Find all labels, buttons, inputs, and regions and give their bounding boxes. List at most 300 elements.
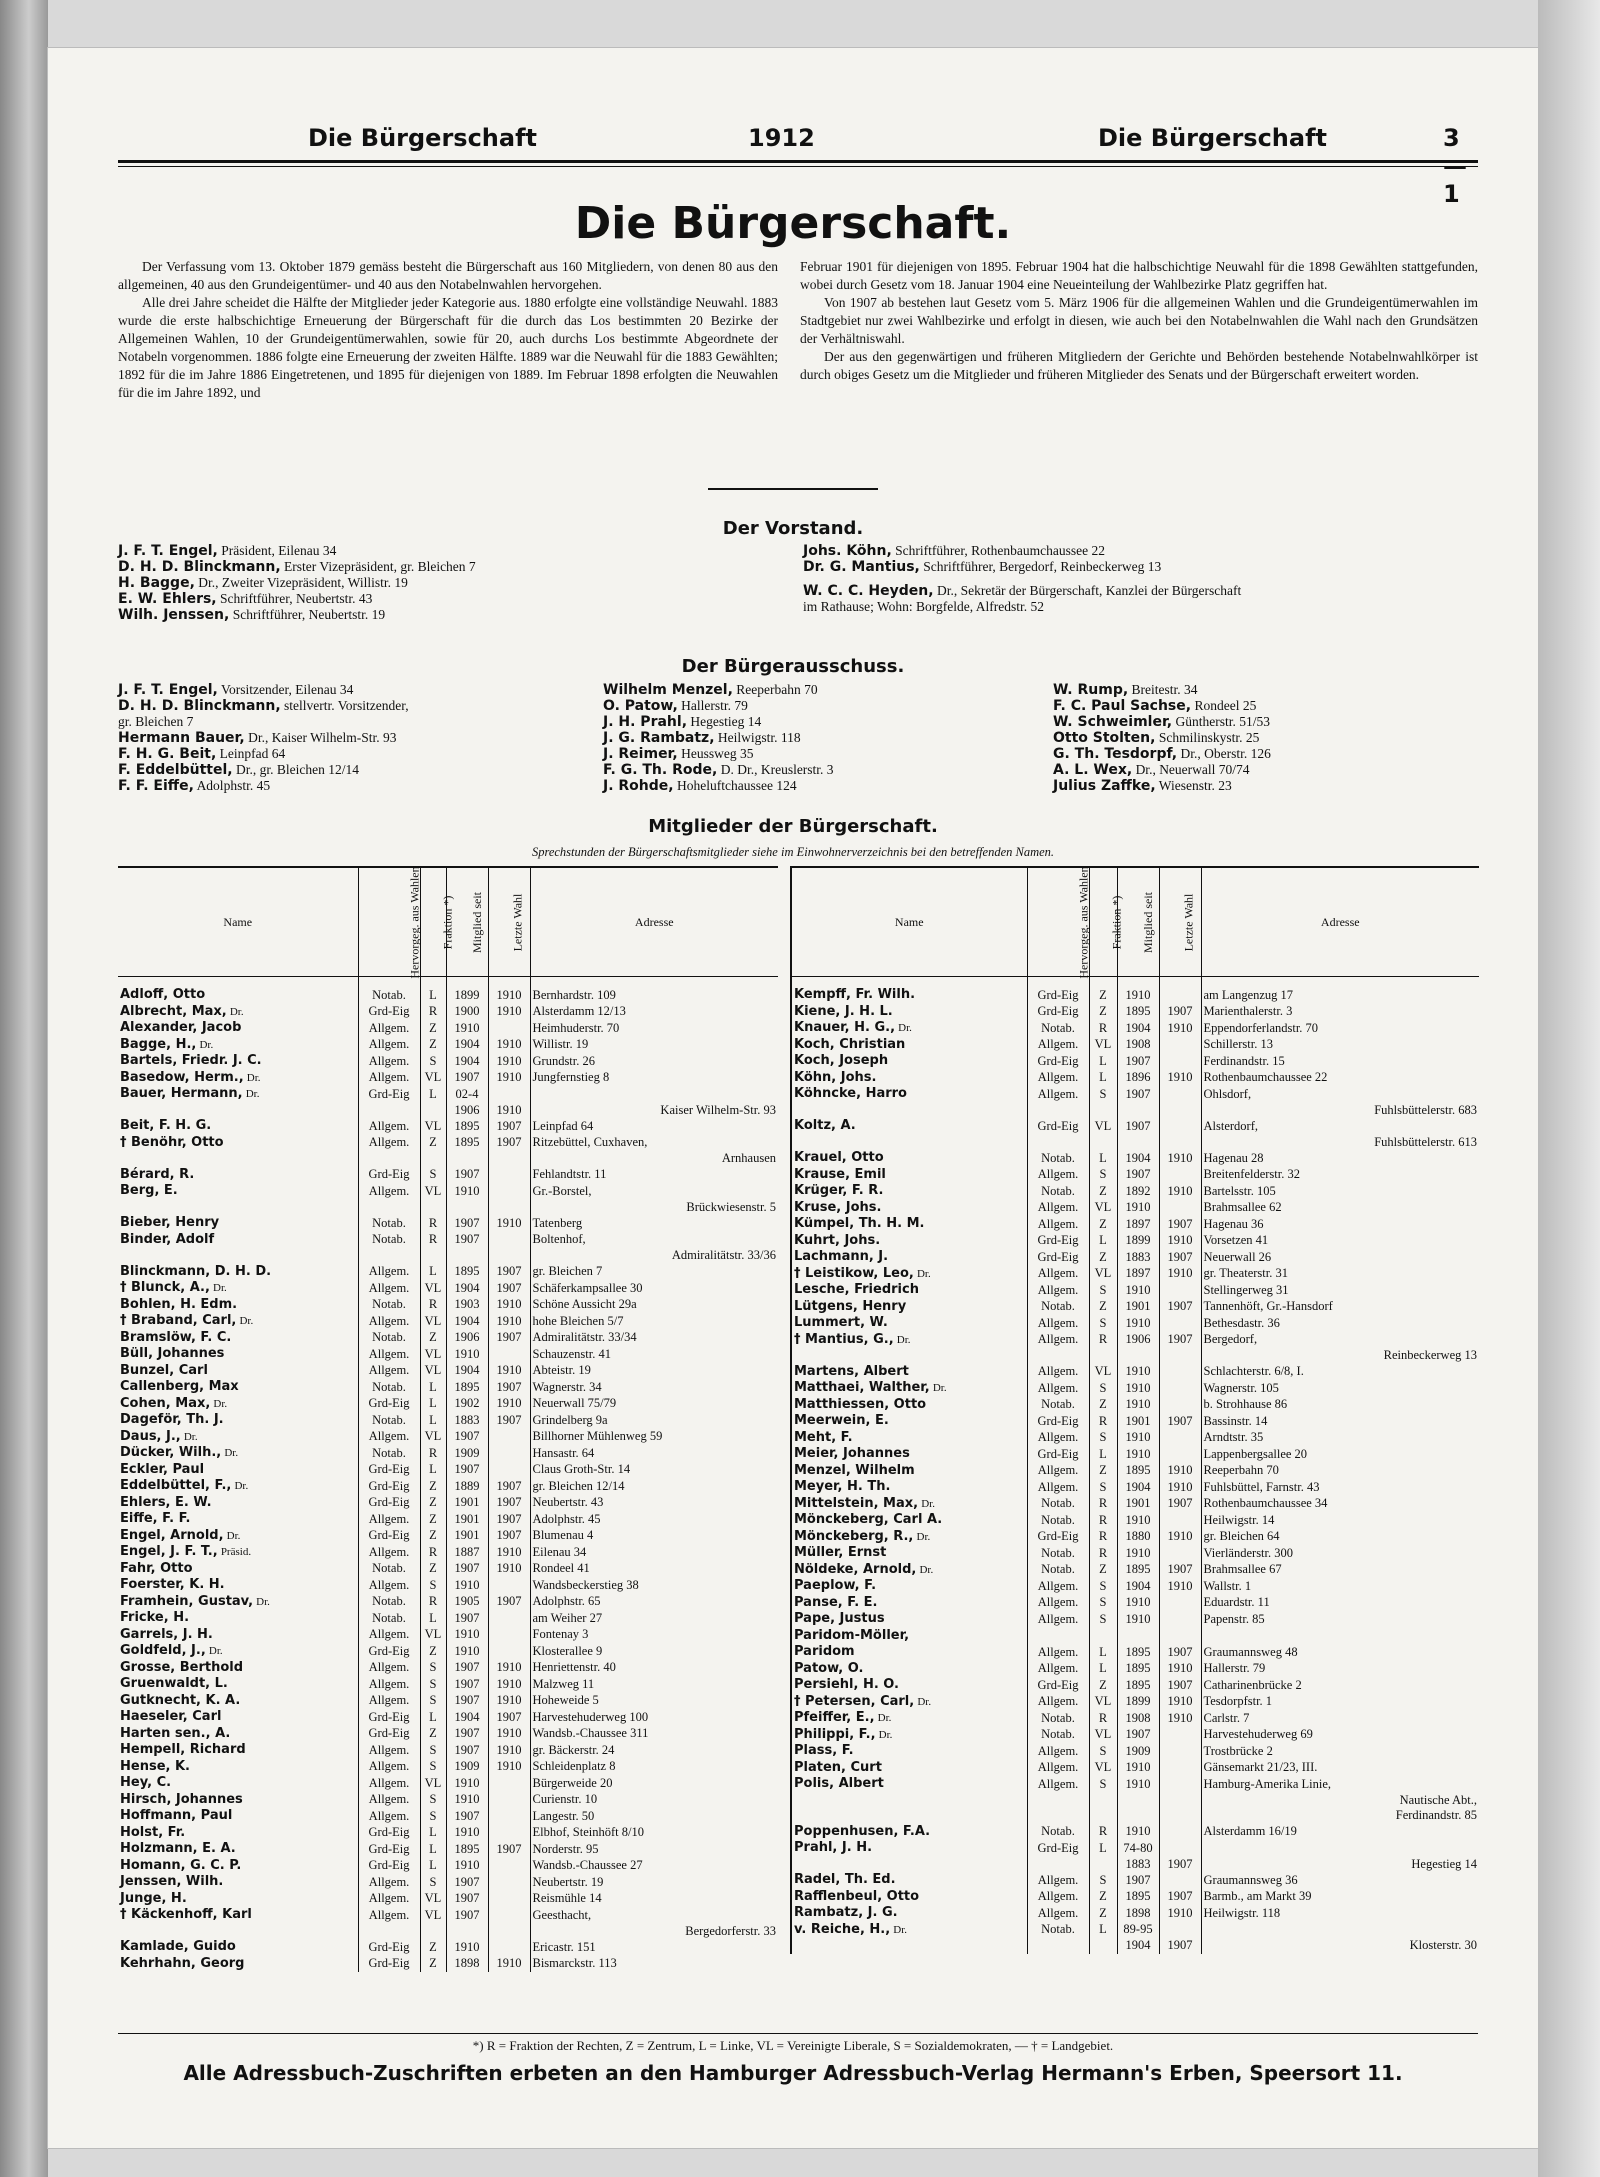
table-row: [791, 1233, 1479, 1250]
member-wahl: Allgem.: [1027, 1463, 1089, 1480]
member-fraktion: Z: [1089, 1397, 1117, 1414]
footnote: *) R = Fraktion der Rechten, Z = Zentrum, L = Linke, VL = Vereinigte Liberale, S = Sozialdemokraten, — † = Landgebiet.: [472, 2038, 1114, 2053]
member-seit: 1910: [1117, 1611, 1159, 1628]
table-row: [791, 1397, 1479, 1414]
member-wahl: Allgem.: [358, 1118, 420, 1135]
member-name: [118, 1594, 358, 1611]
member-fraktion: S: [420, 1874, 446, 1891]
member-letzte-wahl: 1907: [488, 1379, 530, 1396]
member-surname: † Leistikow, Leo,: [794, 1265, 914, 1281]
member-letzte-wahl: 1907: [1159, 1562, 1201, 1579]
member-surname: Büll, Johannes: [120, 1346, 225, 1361]
member-name: [118, 1264, 358, 1281]
member-fraktion: Z: [1089, 1216, 1117, 1233]
member-surname: Koch, Christian: [794, 1036, 906, 1052]
member-adresse: gr. Bleichen 64: [1201, 1529, 1479, 1546]
member-fraktion: R: [420, 1215, 446, 1232]
member-name: [118, 1528, 358, 1545]
member-name: [791, 1135, 1027, 1151]
member-letzte-wahl: 1910: [1159, 1150, 1201, 1167]
member-wahl: Allgem.: [1027, 1644, 1089, 1661]
member-wahl: Notab.: [1027, 1020, 1089, 1037]
member-fraktion: S: [420, 1742, 446, 1759]
publisher-notice: Alle Adressbuch-Zuschriften erbeten an den Hamburger Adressbuch-Verlag Hermann's Erben, Speersort 11.: [183, 2061, 1403, 2085]
member-adresse: Heilwigstr. 118: [1201, 1905, 1479, 1922]
member-seit: 1907: [1117, 1053, 1159, 1070]
table-row: [118, 1297, 778, 1314]
member-seit: 1895: [1117, 1644, 1159, 1661]
member-seit: 1901: [446, 1511, 488, 1528]
member-name: [791, 1808, 1027, 1824]
member-fraktion: S: [1089, 1743, 1117, 1760]
member-letzte-wahl: [1159, 1628, 1201, 1645]
member-fraktion: R: [1089, 1824, 1117, 1841]
member-seit: 1895: [1117, 1677, 1159, 1694]
member-letzte-wahl: [488, 1020, 530, 1037]
member-surname: Bartels, Friedr. J. C.: [120, 1053, 262, 1068]
member-surname: Kümpel, Th. H. M.: [794, 1216, 925, 1231]
member-name: [118, 1939, 358, 1956]
member-seit: 1910: [446, 1775, 488, 1792]
col-header-wahlen: Hervorgeg. aus Wahlen: [358, 867, 420, 977]
member-wahl: Allgem.: [1027, 1595, 1089, 1612]
ausschuss-col-1: [118, 682, 409, 794]
table-row: [791, 1760, 1479, 1777]
member-surname: Knauer, H. G.,: [794, 1020, 896, 1035]
member-title: Dr.: [245, 1088, 260, 1100]
entry: [118, 591, 476, 607]
member-name: [118, 1511, 358, 1528]
member-fraktion: S: [420, 1808, 446, 1825]
member-fraktion: Z: [420, 1939, 446, 1956]
member-wahl: Grd-Eig: [358, 1956, 420, 1973]
member-seit: [1117, 1628, 1159, 1645]
member-letzte-wahl: 1910: [488, 1742, 530, 1759]
header-rule: [118, 160, 1478, 163]
member-title: Dr.: [896, 1333, 911, 1346]
member-wahl: Allgem.: [358, 1775, 420, 1792]
member-letzte-wahl: [1159, 1793, 1201, 1809]
member-fraktion: Z: [420, 1561, 446, 1578]
member-name: [791, 1364, 1027, 1381]
member-name: [118, 1495, 358, 1512]
member-wahl: Allgem.: [358, 1544, 420, 1561]
table-row: [118, 1792, 778, 1809]
table-row: [118, 1232, 778, 1249]
member-fraktion: Z: [420, 1135, 446, 1152]
member-fraktion: Z: [1089, 1249, 1117, 1266]
member-fraktion: L: [1089, 1446, 1117, 1463]
member-wahl: Allgem.: [1027, 1479, 1089, 1496]
member-wahl: Grd-Eig: [358, 1478, 420, 1495]
table-row: [791, 1315, 1479, 1332]
member-seit: 1904: [446, 1280, 488, 1297]
member-name: [118, 1577, 358, 1594]
member-surname: Prahl, J. H.: [794, 1840, 873, 1855]
member-surname: Blinckmann, D. H. D.: [120, 1263, 272, 1279]
member-letzte-wahl: 1910: [488, 1297, 530, 1314]
member-name: [118, 1004, 358, 1021]
member-wahl: Grd-Eig: [358, 1825, 420, 1842]
member-name: [791, 1562, 1027, 1579]
member-surname: Mönckeberg, Carl A.: [794, 1512, 943, 1527]
table-row: [118, 1874, 778, 1891]
member-name: [791, 1840, 1027, 1857]
member-seit: 1889: [446, 1478, 488, 1495]
member-wahl: Notab.: [1027, 1727, 1089, 1744]
member-name: [118, 1183, 358, 1200]
member-seit: 1901: [1117, 1413, 1159, 1430]
member-seit: 1901: [446, 1528, 488, 1545]
member-adresse: Grindelberg 9a: [530, 1412, 778, 1429]
table-row: [791, 1727, 1479, 1744]
member-name: [118, 1429, 358, 1446]
member-seit: 1907: [1117, 1118, 1159, 1135]
member-seit: 1904: [1117, 1578, 1159, 1595]
member-surname: Poppenhusen, F.A.: [794, 1823, 931, 1839]
entry-name: J. G. Rambatz,: [603, 730, 715, 746]
member-name: [118, 1363, 358, 1380]
member-adresse: Curienstr. 10: [530, 1792, 778, 1809]
page-edge: [1538, 0, 1600, 2177]
member-letzte-wahl: 1907: [1159, 1677, 1201, 1694]
member-adresse: Ritzebüttel, Cuxhaven,: [530, 1135, 778, 1152]
member-adresse: Wandsb.-Chaussee 27: [530, 1858, 778, 1875]
member-letzte-wahl: 1910: [1159, 1020, 1201, 1037]
intro-paragraph: Der aus den gegenwärtigen und früheren Mitgliedern der Gerichte und Behörden bestehende Notabelnwahlkörper ist durch obiges Gesetz um die Mitglieder und früheren Mitglieder des Senats und der Bürgerschaft erweitert worden.: [800, 349, 1478, 382]
member-fraktion: S: [1089, 1611, 1117, 1628]
intro-paragraph: Der Verfassung vom 13. Oktober 1879 gemäss besteht die Bürgerschaft aus 160 Mitgliedern, von denen 80 aus den allgemeinen, 40 aus den Grundeigentümer- und 40 aus den Notabelnwahlen hervorgehen.: [118, 259, 778, 292]
table-row: [118, 1412, 778, 1429]
member-surname: Lummert, W.: [794, 1315, 888, 1330]
member-surname: Pape, Justus: [794, 1611, 885, 1626]
entry: [118, 746, 409, 762]
table-row: [118, 1841, 778, 1858]
member-adresse: Tatenberg: [530, 1215, 778, 1232]
entry-info: Rondeel 25: [1194, 698, 1257, 713]
member-wahl: Allgem.: [1027, 1694, 1089, 1711]
member-seit: 1900: [446, 1004, 488, 1021]
member-wahl: Allgem.: [358, 1792, 420, 1809]
member-letzte-wahl: 1907: [1159, 1857, 1201, 1873]
table-row: [791, 1086, 1479, 1103]
ausschuss-col-3: [1053, 682, 1271, 794]
member-name: [791, 1628, 1027, 1645]
member-adresse: Fehlandtstr. 11: [530, 1167, 778, 1184]
table-row: [791, 1332, 1479, 1349]
entry-name: J. H. Prahl,: [603, 714, 688, 730]
table-row: [118, 1248, 778, 1264]
member-surname: Bérard, R.: [120, 1166, 195, 1182]
entry-info: Güntherstr. 51/53: [1175, 714, 1270, 729]
table-row: [118, 1891, 778, 1908]
member-name: [791, 1529, 1027, 1546]
member-letzte-wahl: [488, 1808, 530, 1825]
member-seit: 1906: [446, 1330, 488, 1347]
member-surname: Koch, Joseph: [794, 1053, 889, 1068]
table-row: [791, 1562, 1479, 1579]
table-row: [791, 1348, 1479, 1364]
table-row: [791, 1840, 1479, 1857]
member-letzte-wahl: 1910: [1159, 1070, 1201, 1087]
entry-info: Dr., Neuerwall 70/74: [1135, 762, 1250, 777]
member-adresse: Fuhlsbüttelerstr. 613: [1201, 1135, 1479, 1151]
entry-name: G. Th. Tesdorpf,: [1053, 746, 1178, 762]
member-adresse: Schöne Aussicht 29a: [530, 1297, 778, 1314]
member-letzte-wahl: 1910: [488, 1396, 530, 1413]
entry-name: F. Eddelbüttel,: [118, 762, 233, 778]
entry: [1053, 762, 1271, 778]
member-fraktion: [420, 1248, 446, 1264]
member-letzte-wahl: [488, 1792, 530, 1809]
member-surname: Hempell, Richard: [120, 1742, 246, 1757]
member-surname: Engel, J. F. T.,: [120, 1544, 218, 1559]
header-year: 1912: [748, 124, 815, 152]
member-name: [791, 1167, 1027, 1184]
member-fraktion: L: [420, 1462, 446, 1479]
member-seit: 1907: [1117, 1872, 1159, 1889]
entry-info: Dr., gr. Bleichen 12/14: [235, 762, 359, 777]
member-adresse: [1201, 1922, 1479, 1939]
member-adresse: Graumannsweg 36: [1201, 1872, 1479, 1889]
divider: [708, 488, 878, 490]
entry: [1053, 682, 1271, 698]
member-surname: † Benöhr, Otto: [120, 1134, 224, 1150]
member-surname: Plass, F.: [794, 1743, 854, 1758]
member-wahl: [358, 1200, 420, 1216]
member-fraktion: VL: [1089, 1200, 1117, 1217]
member-letzte-wahl: 1910: [1159, 1661, 1201, 1678]
entry: [118, 698, 409, 714]
member-wahl: Grd-Eig: [358, 1462, 420, 1479]
member-fraktion: VL: [420, 1775, 446, 1792]
member-wahl: Notab.: [358, 1297, 420, 1314]
member-letzte-wahl: 1907: [488, 1135, 530, 1152]
member-surname: Goldfeld, J.,: [120, 1643, 206, 1658]
entry-name: W. Schweimler,: [1053, 714, 1173, 730]
member-wahl: Allgem.: [358, 1346, 420, 1363]
member-fraktion: S: [1089, 1595, 1117, 1612]
member-name: [118, 1412, 358, 1429]
member-name: [791, 1348, 1027, 1364]
entry: [803, 575, 1241, 583]
member-seit: 1910: [1117, 1200, 1159, 1217]
member-surname: Philippi, F.,: [794, 1726, 876, 1742]
member-fraktion: [420, 1151, 446, 1167]
member-fraktion: [1089, 1793, 1117, 1809]
member-name: [118, 1232, 358, 1249]
table-row: [791, 1364, 1479, 1381]
member-title: Dr.: [898, 1022, 912, 1034]
member-wahl: Allgem.: [1027, 1430, 1089, 1447]
member-surname: Holst, Fr.: [120, 1824, 186, 1840]
member-adresse: Abteistr. 19: [530, 1363, 778, 1380]
member-adresse: Hansastr. 64: [530, 1445, 778, 1462]
table-row: [791, 1578, 1479, 1595]
member-surname: Kuhrt, Johs.: [794, 1232, 881, 1248]
member-surname: Hoffmann, Paul: [120, 1808, 233, 1823]
member-letzte-wahl: 1910: [1159, 1694, 1201, 1711]
member-wahl: Grd-Eig: [358, 1939, 420, 1956]
member-seit: 1904: [1117, 1938, 1159, 1954]
entry: [118, 762, 409, 778]
table-row: [118, 1478, 778, 1495]
col-header-fraktion: Fraktion *): [420, 867, 446, 977]
member-wahl: Allgem.: [1027, 1760, 1089, 1777]
member-name: [118, 1808, 358, 1825]
member-wahl: Grd-Eig: [358, 1167, 420, 1184]
member-seit: 1910: [1117, 1430, 1159, 1447]
member-adresse: Elbhof, Steinhöft 8/10: [530, 1825, 778, 1842]
member-fraktion: VL: [1089, 1760, 1117, 1777]
member-title: Dr.: [213, 1397, 228, 1410]
member-name: [791, 1496, 1027, 1513]
member-name: [118, 1478, 358, 1495]
member-wahl: Allgem.: [358, 1874, 420, 1891]
member-letzte-wahl: [488, 1610, 530, 1627]
member-wahl: Grd-Eig: [1027, 1840, 1089, 1857]
member-name: [791, 1332, 1027, 1349]
member-name: [791, 1070, 1027, 1087]
member-adresse: Brahmsallee 62: [1201, 1200, 1479, 1217]
member-surname: Holzmann, E. A.: [120, 1841, 236, 1856]
member-adresse: b. Strohhause 86: [1201, 1397, 1479, 1414]
member-seit: 1907: [446, 1907, 488, 1924]
entry-name: W. Rump,: [1053, 682, 1129, 698]
member-title: Dr.: [877, 1712, 892, 1724]
member-fraktion: L: [420, 1396, 446, 1413]
table-row: [791, 1661, 1479, 1678]
member-name: [118, 1759, 358, 1776]
member-adresse: Vorsetzen 41: [1201, 1233, 1479, 1250]
member-surname: Nöldeke, Arnold,: [794, 1561, 917, 1577]
member-adresse: Schleidenplatz 8: [530, 1759, 778, 1776]
table-row: [791, 1266, 1479, 1283]
member-surname: Martens, Albert: [794, 1363, 909, 1379]
member-wahl: Allgem.: [358, 1135, 420, 1152]
member-adresse: Gänsemarkt 21/23, III.: [1201, 1760, 1479, 1777]
member-seit: 1909: [446, 1445, 488, 1462]
member-wahl: Notab.: [358, 1215, 420, 1232]
member-surname: Köhn, Johs.: [794, 1069, 877, 1085]
member-seit: 1907: [1117, 1086, 1159, 1103]
member-fraktion: S: [1089, 1776, 1117, 1793]
member-wahl: Grd-Eig: [1027, 1053, 1089, 1070]
member-seit: 1901: [446, 1495, 488, 1512]
member-adresse: Bernhardstr. 109: [530, 977, 778, 1004]
member-adresse: Alsterdorf,: [1201, 1118, 1479, 1135]
member-wahl: Allgem.: [1027, 1905, 1089, 1922]
member-name: [118, 1330, 358, 1347]
member-letzte-wahl: [488, 1183, 530, 1200]
member-adresse: gr. Theaterstr. 31: [1201, 1266, 1479, 1283]
member-seit: 1907: [446, 1070, 488, 1087]
entry-name: Johs. Köhn,: [803, 543, 892, 559]
table-row: [118, 1858, 778, 1875]
member-seit: 1909: [446, 1759, 488, 1776]
table-row: [791, 1413, 1479, 1430]
member-wahl: Grd-Eig: [358, 1709, 420, 1726]
member-fraktion: L: [420, 977, 446, 1004]
entry-info: Adolphstr. 45: [196, 778, 271, 793]
member-adresse: Vierländerstr. 300: [1201, 1545, 1479, 1562]
member-letzte-wahl: 1907: [1159, 1299, 1201, 1316]
member-fraktion: Z: [1089, 1562, 1117, 1579]
member-fraktion: VL: [420, 1363, 446, 1380]
member-letzte-wahl: [1159, 1118, 1201, 1135]
entry: [118, 559, 476, 575]
entry: [118, 575, 476, 591]
member-name: [791, 1020, 1027, 1037]
member-surname: Rafflenbeul, Otto: [794, 1888, 920, 1904]
member-seit: [1117, 1103, 1159, 1119]
member-letzte-wahl: [1159, 1135, 1201, 1151]
member-fraktion: R: [1089, 1529, 1117, 1546]
member-wahl: Notab.: [1027, 1183, 1089, 1200]
intro-paragraph: Alle drei Jahre scheidet die Hälfte der Mitglieder jeder Kategorie aus. 1880 erfolgte eine vollständige Neuwahl. 1883 wurde die erste halbschichtige Erneuerung der Bürgerschaft für die durch das Los bestimmten 20 Bezirke der Allgemeinen Wahlen, 10 der Grundeigentümerwahlen, sowie für 20, auch durchs Los bestimmte Abgeordnete der Notabeln vorgenommen. 1886 folgte eine Erneuerung der zweiten Hälfte. 1889 war die Neuwahl für die 1883 Gewählten; 1892 für die im Jahre 1886 Eingetretenen, und 1895 für diejenigen von 1889. Im Februar 1898 erfolgten die Neuwahlen für die im Jahre 1892, und: [118, 295, 778, 400]
member-adresse: Ferdinandstr. 15: [1201, 1053, 1479, 1070]
entry-info: Dr., Sekretär der Bürgerschaft, Kanzlei der Bürgerschaft: [936, 583, 1242, 598]
table-row: [791, 1938, 1479, 1954]
member-letzte-wahl: 1907: [1159, 1413, 1201, 1430]
intro-paragraph: Februar 1901 für diejenigen von 1895. Februar 1904 hat die halbschichtige Neuwahl für die 1898 Gewählten stattgefunden, wobei durch Gesetz vom 18. Januar 1904 eine Neueinteilung der Wahlbezirke Platz gegriffen hat.: [800, 259, 1478, 292]
member-seit: 1895: [446, 1379, 488, 1396]
member-letzte-wahl: 1907: [488, 1511, 530, 1528]
member-letzte-wahl: [1159, 1086, 1201, 1103]
member-surname: Paridom: [794, 1644, 855, 1659]
member-fraktion: L: [420, 1841, 446, 1858]
member-name: [791, 1446, 1027, 1463]
member-adresse: [1201, 1628, 1479, 1645]
member-name: [118, 1544, 358, 1561]
member-name: [118, 1726, 358, 1743]
member-letzte-wahl: [488, 1445, 530, 1462]
member-letzte-wahl: [488, 1643, 530, 1660]
member-seit: 1898: [446, 1956, 488, 1973]
member-name: [118, 1070, 358, 1087]
member-wahl: Allgem.: [1027, 1070, 1089, 1087]
member-letzte-wahl: [488, 1874, 530, 1891]
member-seit: 1895: [446, 1264, 488, 1281]
member-letzte-wahl: [1159, 1397, 1201, 1414]
member-wahl: Notab.: [358, 1232, 420, 1249]
member-fraktion: VL: [420, 1891, 446, 1908]
member-wahl: Notab.: [1027, 1824, 1089, 1841]
entry: [603, 778, 834, 794]
table-row: [791, 1694, 1479, 1711]
table-row: [118, 1726, 778, 1743]
member-letzte-wahl: 1907: [488, 1412, 530, 1429]
member-fraktion: S: [1089, 1086, 1117, 1103]
member-seit: 1910: [446, 1183, 488, 1200]
member-wahl: Allgem.: [1027, 1167, 1089, 1184]
member-name: [791, 1299, 1027, 1316]
member-seit: 1895: [446, 1841, 488, 1858]
table-row: [791, 1167, 1479, 1184]
member-adresse: Hagenau 36: [1201, 1216, 1479, 1233]
table-row: [791, 1380, 1479, 1397]
entry: [603, 682, 834, 698]
table-row: [118, 1759, 778, 1776]
member-wahl: Allgem.: [1027, 1200, 1089, 1217]
member-name: [118, 1462, 358, 1479]
member-title: Dr.: [226, 1529, 241, 1542]
member-adresse: Eilenau 34: [530, 1544, 778, 1561]
member-seit: 1887: [446, 1544, 488, 1561]
member-wahl: Allgem.: [1027, 1332, 1089, 1349]
member-wahl: [1027, 1103, 1089, 1119]
member-name: [118, 1874, 358, 1891]
